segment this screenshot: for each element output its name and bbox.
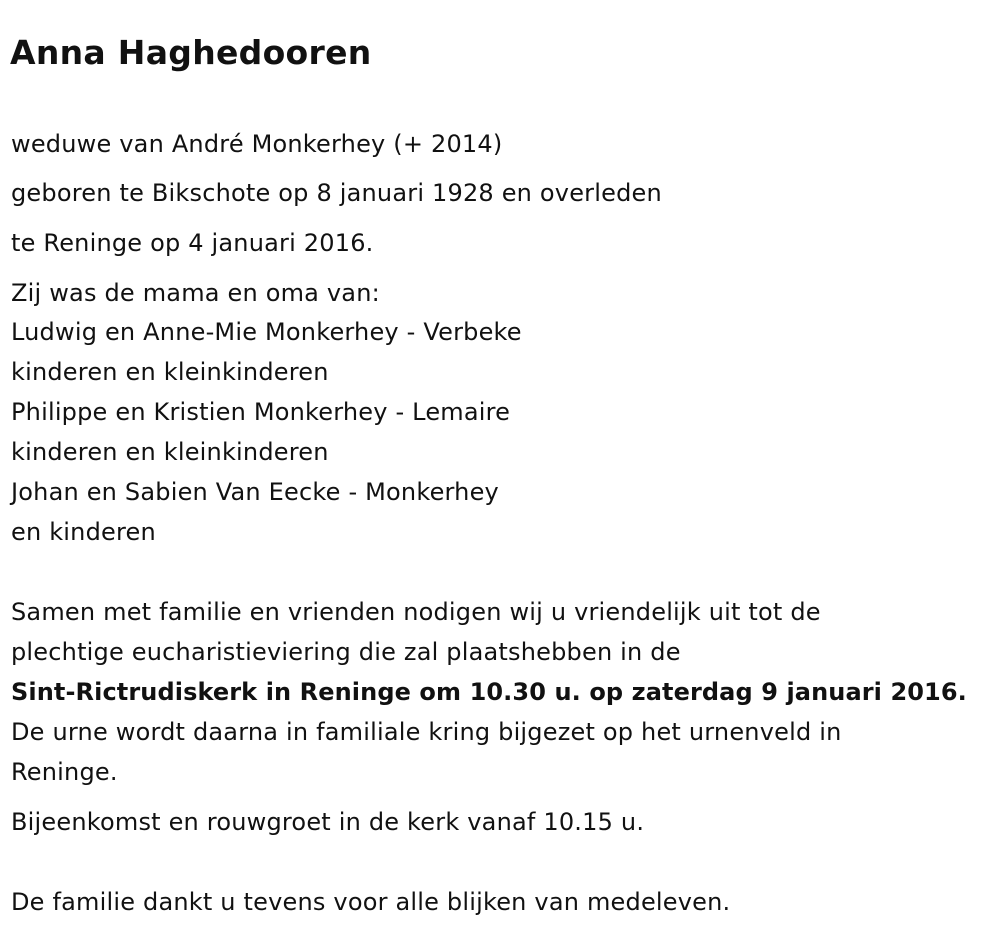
ceremony-text: plechtige eucharistieviering die zal plaatshebben in de: [11, 638, 681, 666]
widow-of-text: weduwe van André Monkerhey (+ 2014): [11, 130, 503, 158]
family-line: kinderen en kleinkinderen: [11, 438, 329, 466]
family-line: kinderen en kleinkinderen: [11, 358, 329, 386]
ceremony-text: Samen met familie en vrienden nodigen wij u vriendelijk uit tot de: [11, 598, 821, 626]
urn-text: De urne wordt daarna in familiale kring bijgezet op het urnenveld in: [11, 718, 842, 746]
family-line: en kinderen: [11, 518, 156, 546]
family-line: Philippe en Kristien Monkerhey - Lemaire: [11, 398, 511, 426]
ceremony-location-bold: Sint-Rictrudiskerk in Reninge om 10.30 u. op zaterdag 9 januari 2016.: [11, 678, 967, 706]
gathering-text: Bijeenkomst en rouwgroet in de kerk vanaf 10.15 u.: [11, 808, 645, 836]
family-heading: Zij was de mama en oma van:: [11, 279, 380, 307]
died-text: te Reninge op 4 januari 2016.: [11, 229, 374, 257]
urn-text: Reninge.: [11, 758, 118, 786]
family-line: Ludwig en Anne-Mie Monkerhey - Verbeke: [11, 318, 522, 346]
closing-text: De familie dankt u tevens voor alle blijken van medeleven.: [11, 888, 731, 916]
born-text: geboren te Bikschote op 8 januari 1928 en overleden: [11, 179, 662, 207]
family-line: Johan en Sabien Van Eecke - Monkerhey: [11, 478, 499, 506]
deceased-name-title: Anna Haghedooren: [10, 33, 372, 72]
